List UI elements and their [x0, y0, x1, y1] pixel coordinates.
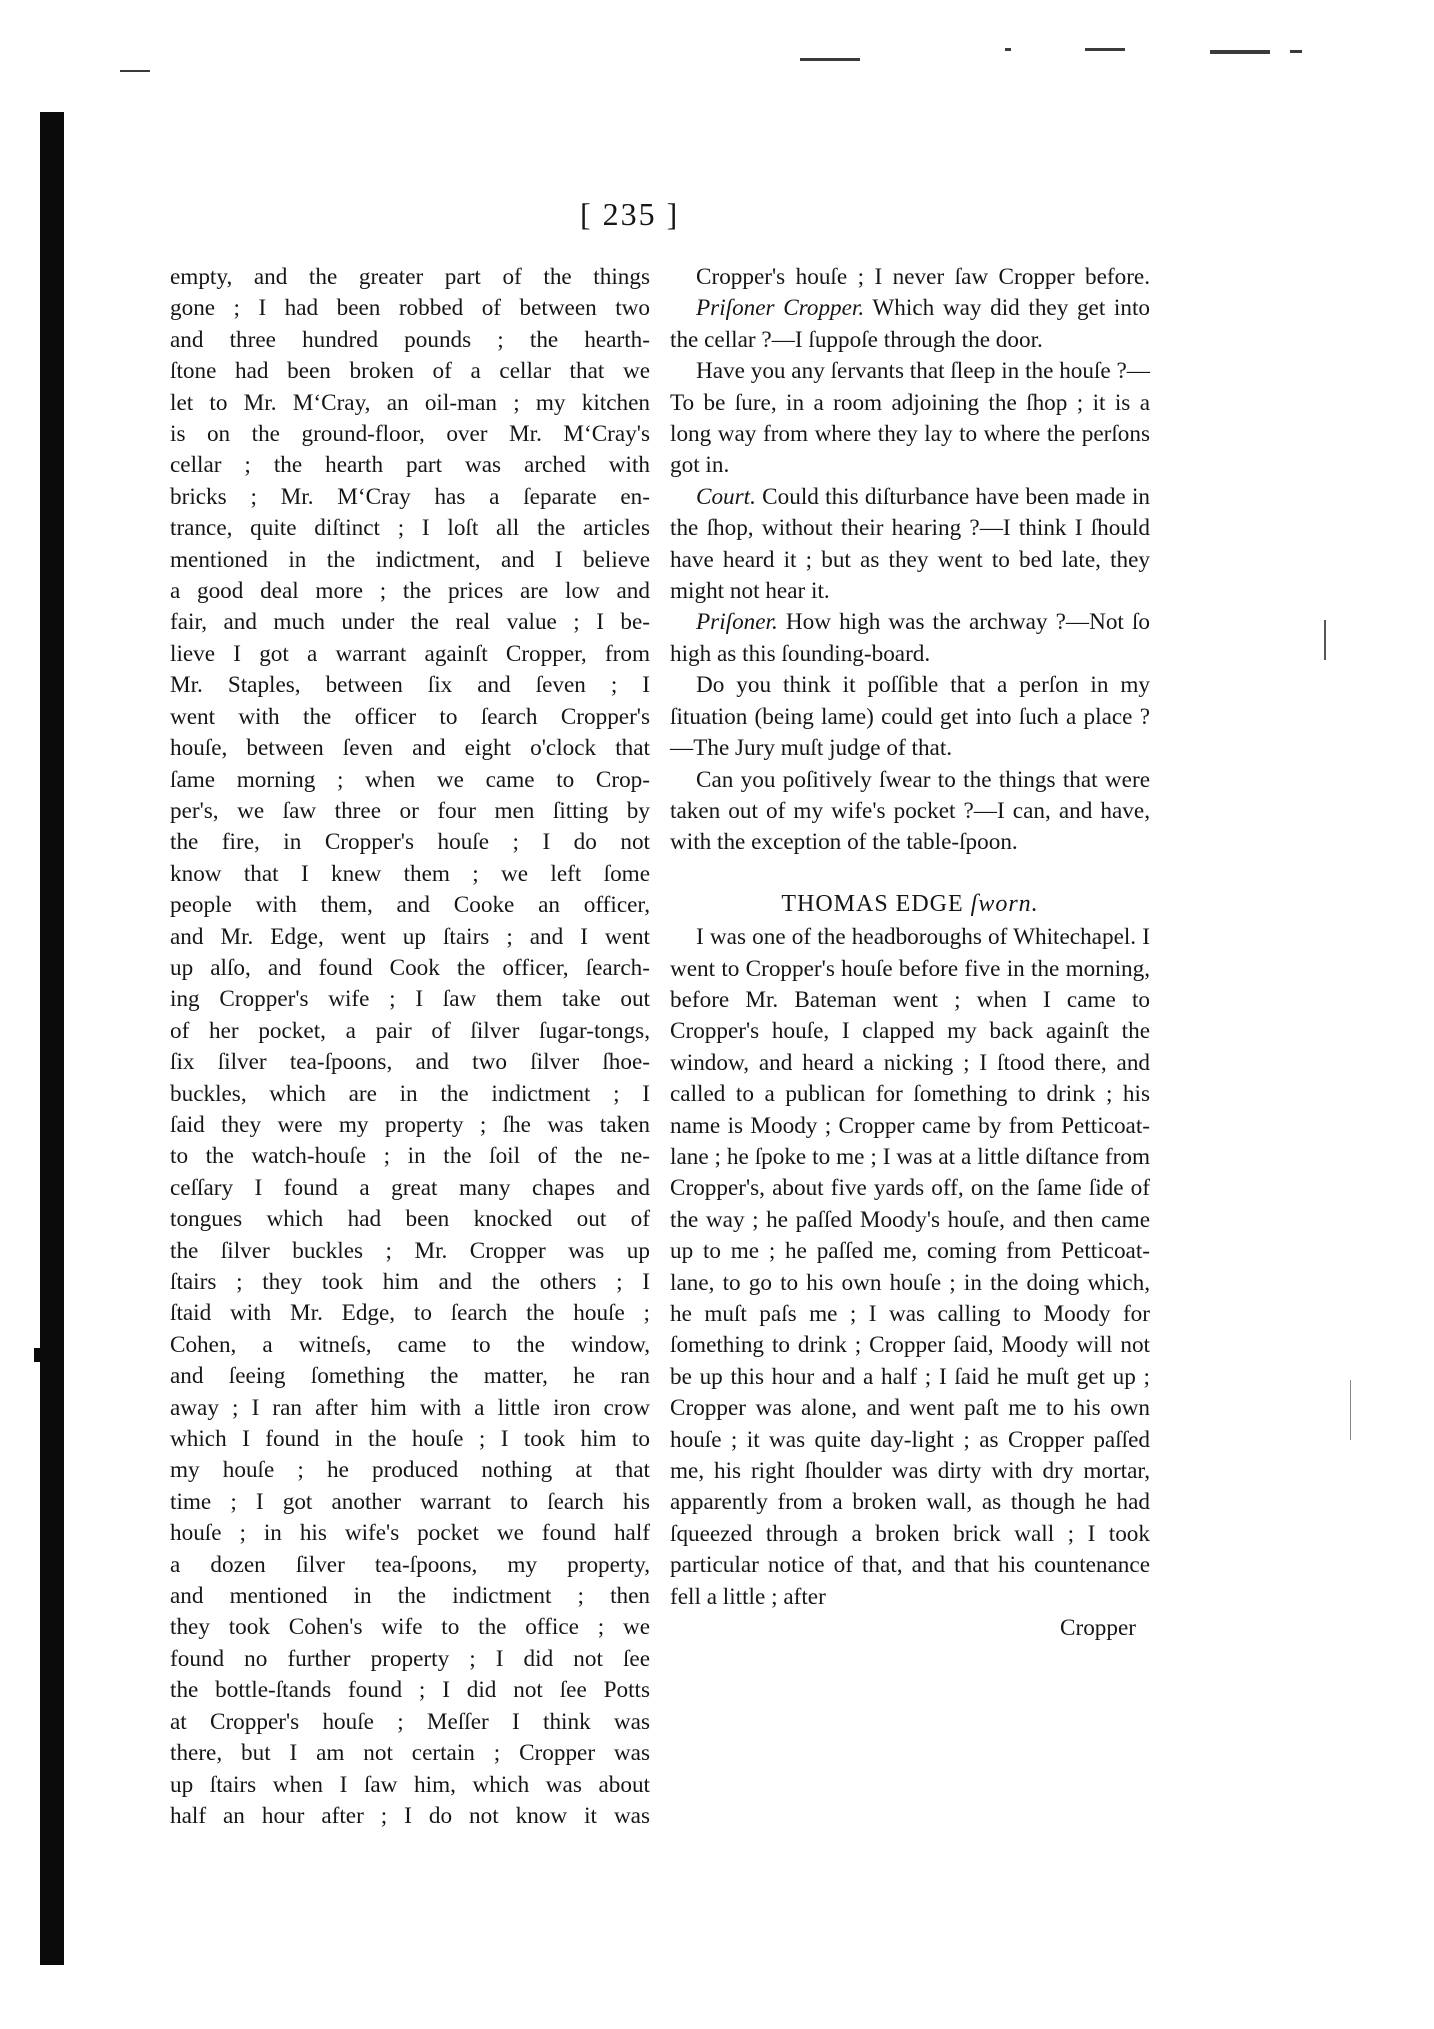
- left-column-line: lieve I got a warrant againſt Cropper, from: [170, 640, 650, 667]
- left-column-line: ſtone had been broken of a cellar that we: [170, 358, 650, 385]
- left-column-line: tongues which had been knocked out of: [170, 1206, 650, 1233]
- left-column-line: people with them, and Cooke an officer,: [170, 892, 650, 919]
- left-column-line: of her pocket, a pair of ſilver ſugar-tongs,: [170, 1017, 650, 1044]
- left-column-line: the ſilver buckles ; Mr. Cropper was up: [170, 1237, 650, 1264]
- left-column-line: let to Mr. M‘Cray, an oil-man ; my kitchen: [170, 389, 650, 416]
- left-column-line: found no further property ; I did not ſee: [170, 1645, 650, 1672]
- left-column-line: ſame morning ; when we came to Crop-: [170, 766, 650, 793]
- left-column-line: empty, and the greater part of the things: [170, 264, 650, 290]
- left-column-line: gone ; I had been robbed of between two: [170, 295, 650, 322]
- left-column-line: bricks ; Mr. M‘Cray has a ſeparate en-: [170, 483, 650, 510]
- speaker-label: Court.: [696, 483, 756, 510]
- left-column-line: Mr. Staples, between ſix and ſeven ; I: [170, 672, 650, 699]
- speaker-label: Priſoner.: [696, 609, 778, 636]
- speaker-label: Priſoner Cropper.: [696, 295, 865, 322]
- left-column-line: at Cropper's houſe ; Meſſer I think was: [170, 1708, 650, 1735]
- paragraph-text: Can you poſitively ſwear to the things that were taken out of my wife's pocket ?—I can, and have, with the exception of the table-ſpoon.: [670, 766, 1150, 856]
- page-number: [ 235 ]: [580, 196, 680, 232]
- left-column-line: ſaid they were my property ; ſhe was taken: [170, 1111, 650, 1138]
- left-column-line: time ; I got another warrant to ſearch his: [170, 1488, 650, 1515]
- left-column-line: up alſo, and found Cook the officer, ſearch-: [170, 954, 650, 981]
- paragraph-text: How high was the archway ?—Not ſo high as this ſounding-board.: [670, 609, 1150, 667]
- left-column: [170, 262, 650, 1832]
- left-column-line: my houſe ; he produced nothing at that: [170, 1457, 650, 1484]
- left-column-line: is on the ground-floor, over Mr. M‘Cray's: [170, 421, 650, 448]
- left-column-line: and mentioned in the indictment ; then: [170, 1583, 650, 1610]
- opening-text: Cropper's houſe ; I never ſaw Cropper before.: [696, 264, 1150, 290]
- left-column-line: houſe, between ſeven and eight o'clock that: [170, 735, 650, 762]
- left-column-line: fair, and much under the real value ; I be-: [170, 609, 650, 636]
- left-column-line: a dozen ſilver tea-ſpoons, my property,: [170, 1551, 650, 1578]
- margin-mark: [1350, 1380, 1351, 1440]
- left-column-line: and ſeeing ſomething the matter, he ran: [170, 1363, 650, 1390]
- witness-heading: [670, 889, 1150, 920]
- left-column-line: know that I knew them ; we left ſome: [170, 860, 650, 887]
- left-column-line: mentioned in the indictment, and I believe: [170, 546, 650, 573]
- left-column-line: ſtaid with Mr. Edge, to ſearch the houſe ;: [170, 1300, 650, 1327]
- left-column-line: which I found in the houſe ; I took him to: [170, 1426, 650, 1453]
- binding-shadow: [40, 112, 64, 1965]
- left-column-line: ing Cropper's wife ; I ſaw them take out: [170, 986, 650, 1013]
- left-column-line: went with the officer to ſearch Cropper's: [170, 703, 650, 730]
- right-opening: [670, 262, 1150, 293]
- left-column-line: ceſſary I found a great many chapes and: [170, 1174, 650, 1201]
- witness-testimony: I was one of the headboroughs of Whitechapel. I went to Cropper's houſe before five in the morning, before Mr. Bateman went ; when I came to Cropper's houſe, I clapped my back againſt the window, and heard a nicking ; I ſtood there, and called to a publican for ſomething to drink ; his name is Moody ; Cropper came by from Petticoat-lane ; he ſpoke to me ; I was at a little diſtance from Cropper's, about five yards off, on the ſame ſide of the way ; he paſſed Moody's houſe, and then came up to me ; he paſſed me, coming from Petticoat-lane, to go to his own houſe ; in the doing which, he muſt paſs me ; I was calling to Moody for ſomething to drink ; Cropper ſaid, Moody will not be up this hour and a half ; I ſaid he muſt get up ; Cropper was alone, and went paſt me to his own houſe ; it was quite day-light ; as Cropper paſſed me, his right ſhoulder was dirty with dry mortar, apparently from a broken wall, as though he had ſqueezed through a broken brick wall ; I took particular notice of that, and that his countenance fell a little ; after: [670, 924, 1150, 1610]
- examination-paragraph: [670, 482, 1150, 608]
- paragraph-text: Which way did they get into the cellar ?—I ſuppoſe through the door.: [670, 295, 1150, 353]
- left-column-line: and Mr. Edge, went up ſtairs ; and I went: [170, 923, 650, 950]
- left-column-line: up ſtairs when I ſaw him, which was about: [170, 1771, 650, 1798]
- binding-notch: [34, 1348, 42, 1362]
- paragraph-text: Do you think it poſſible that a perſon in my ſituation (being lame) could get into ſuch a place ?—The Jury muſt judge of that.: [670, 672, 1150, 762]
- scan-noise: [0, 0, 1434, 120]
- left-column-line: buckles, which are in the indictment ; I: [170, 1080, 650, 1107]
- left-column-line: cellar ; the hearth part was arched with: [170, 452, 650, 479]
- left-column-line: houſe ; in his wife's pocket we found half: [170, 1520, 650, 1547]
- left-column-line: Cohen, a witneſs, came to the window,: [170, 1331, 650, 1358]
- left-column-line: there, but I am not certain ; Cropper was: [170, 1740, 650, 1767]
- margin-mark: [1324, 620, 1326, 660]
- left-column-line: the bottle-ſtands found ; I did not ſee Potts: [170, 1677, 650, 1704]
- examination-paragraph: [670, 607, 1150, 670]
- catchword: Cropper: [1060, 1615, 1136, 1642]
- left-column-line: half an hour after ; I do not know it was: [170, 1802, 650, 1829]
- examination-paragraph: [670, 293, 1150, 356]
- paragraph-text: Have you any ſervants that ſleep in the houſe ?—To be ſure, in a room adjoining the ſhop ; it is a long way from where they lay to where the perſons got in.: [670, 358, 1150, 479]
- left-column-line: to the watch-houſe ; in the ſoil of the ne-: [170, 1143, 650, 1170]
- left-column-line: ſix ſilver tea-ſpoons, and two ſilver ſhoe-: [170, 1049, 650, 1076]
- examination-paragraph: [670, 670, 1150, 764]
- paragraph-text: Could this diſturbance have been made in the ſhop, without their hearing ?—I think I ſhould have heard it ; but as they went to bed late, they might not hear it.: [670, 483, 1150, 605]
- right-column: [670, 262, 1150, 1644]
- witness-name: THOMAS EDGE: [781, 890, 964, 917]
- left-column-line: a good deal more ; the prices are low and: [170, 578, 650, 605]
- left-column-line: ſtairs ; they took him and the others ; I: [170, 1269, 650, 1295]
- examination-paragraph: [670, 765, 1150, 859]
- left-column-line: and three hundred pounds ; the hearth-: [170, 326, 650, 353]
- left-column-line: trance, quite diſtinct ; I loſt all the articles: [170, 515, 650, 542]
- examination-paragraphs: [670, 293, 1150, 858]
- examination-paragraph: [670, 356, 1150, 482]
- left-column-line: per's, we ſaw three or four men ſitting by: [170, 797, 650, 824]
- left-column-line: away ; I ran after him with a little iron crow: [170, 1394, 650, 1421]
- left-column-line: they took Cohen's wife to the office ; we: [170, 1614, 650, 1641]
- sworn-label: ſworn.: [970, 890, 1039, 917]
- left-column-line: the fire, in Cropper's houſe ; I do not: [170, 829, 650, 856]
